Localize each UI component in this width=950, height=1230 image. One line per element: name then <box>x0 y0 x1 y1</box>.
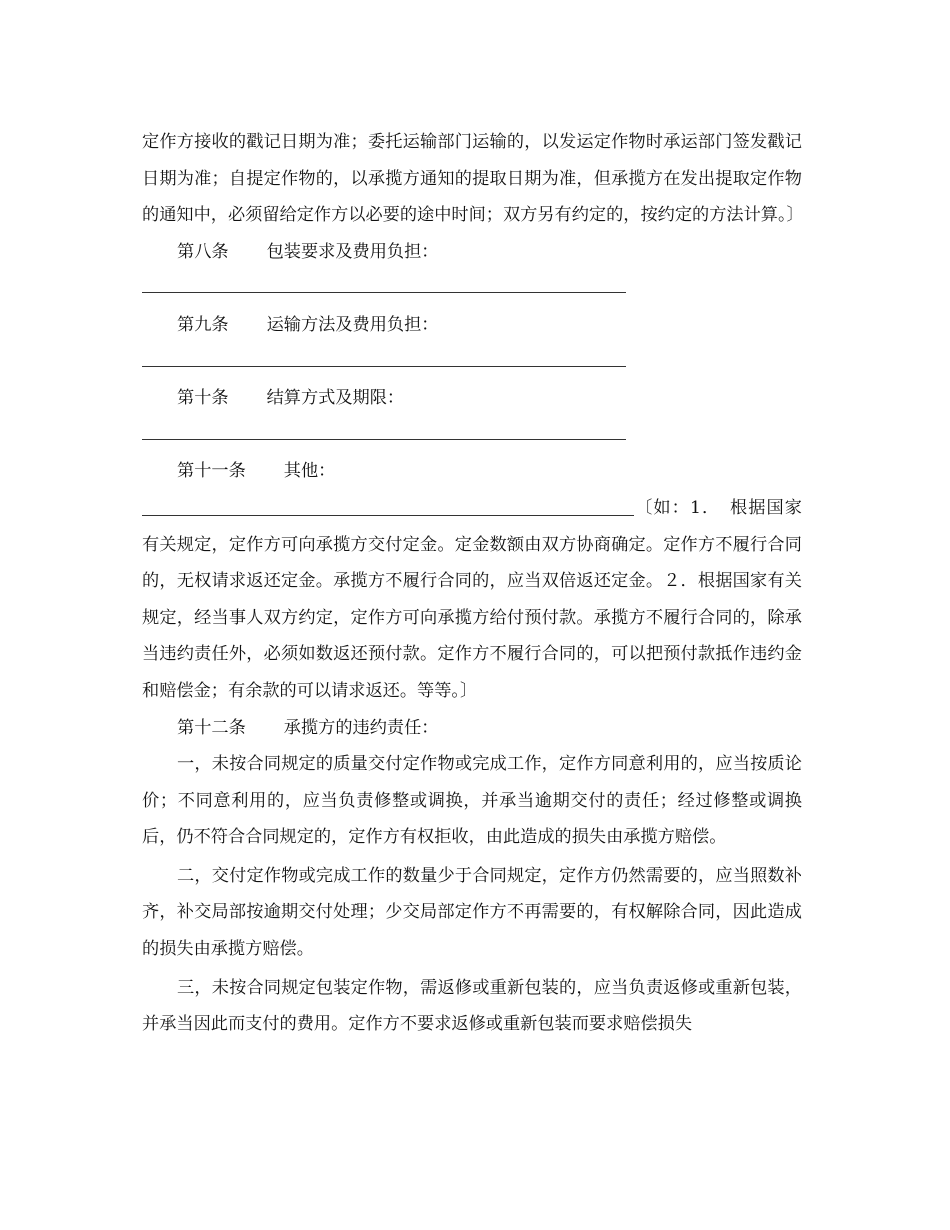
article-10-heading <box>142 380 802 417</box>
article-10-fill-line <box>142 417 802 454</box>
article-9-heading <box>142 307 802 344</box>
article-9-title: 运输方法及费用负担： <box>266 314 439 335</box>
continued-paragraph: 定作方接收的戳记日期为准；委托运输部门运输的，以发运定作物时承运部门签发戳记日期为准；自提定作物的，以承揽方通知的提取日期为准，但承揽方在发出提取定作物的通知中，必须留给定作方以必要的途中时间；双方另有约定的，按约定的方法计算。〕 <box>142 132 804 226</box>
article-12-number: 第十二条 <box>177 717 246 738</box>
article-11-note-text: 〔如：1． 根据国家有关规定，定作方可向承揽方交付定金。定金数额由双方协商确定。定作方不履行合同的，无权请求返还定金。承揽方不履行合同的，应当双倍返还定金。２．根据国家有关规定，经当事人双方约定，定作方可向承揽方给付预付款。承揽方不履行合同的，除承当违约责任外，必须如数返还预付款。定作方不履行合同的，可以把预付款抵作违约金和赔偿金；有余款的可以请求返还。等等。〕 <box>142 497 802 701</box>
article-12-item-1: 一，未按合同规定的质量交付定作物或完成工作，定作方同意利用的，应当按质论价；不同意利用的，应当负责修整或调换，并承当逾期交付的责任；经过修整或调换后，仍不符合合同规定的，定作方有权拒收，由此造成的损失由承揽方赔偿。 <box>142 754 802 848</box>
article-8-number: 第八条 <box>177 241 229 262</box>
article-10-title: 结算方式及期限： <box>266 388 405 409</box>
article-9-fill-line <box>142 344 802 381</box>
article-11-title: 其他： <box>283 461 336 482</box>
article-11-fill-line <box>142 497 634 516</box>
article-12-title: 承揽方的违约责任： <box>283 717 439 738</box>
article-12-heading <box>142 710 802 747</box>
article-8-fill-line <box>142 270 802 307</box>
article-9-number: 第九条 <box>177 314 229 335</box>
contract-page <box>142 124 802 1043</box>
article-12-item-2: 二，交付定作物或完成工作的数量少于合同规定，定作方仍然需要的，应当照数补齐，补交局部按逾期交付处理；少交局部定作方不再需要的，有权解除合同，因此造成的损失由承揽方赔偿。 <box>142 865 802 960</box>
article-11-heading <box>142 453 802 490</box>
article-8-heading <box>142 234 802 271</box>
article-11-number: 第十一条 <box>177 461 246 482</box>
article-8-title: 包装要求及费用负担： <box>266 241 439 262</box>
article-10-number: 第十条 <box>177 388 229 409</box>
article-11-note <box>142 490 802 710</box>
article-12-item-3: 三，未按合同规定包装定作物，需返修或重新包装的，应当负责返修或重新包装，并承当因此而支付的费用。定作方不要求返修或重新包装而要求赔偿损失 <box>142 977 802 1035</box>
